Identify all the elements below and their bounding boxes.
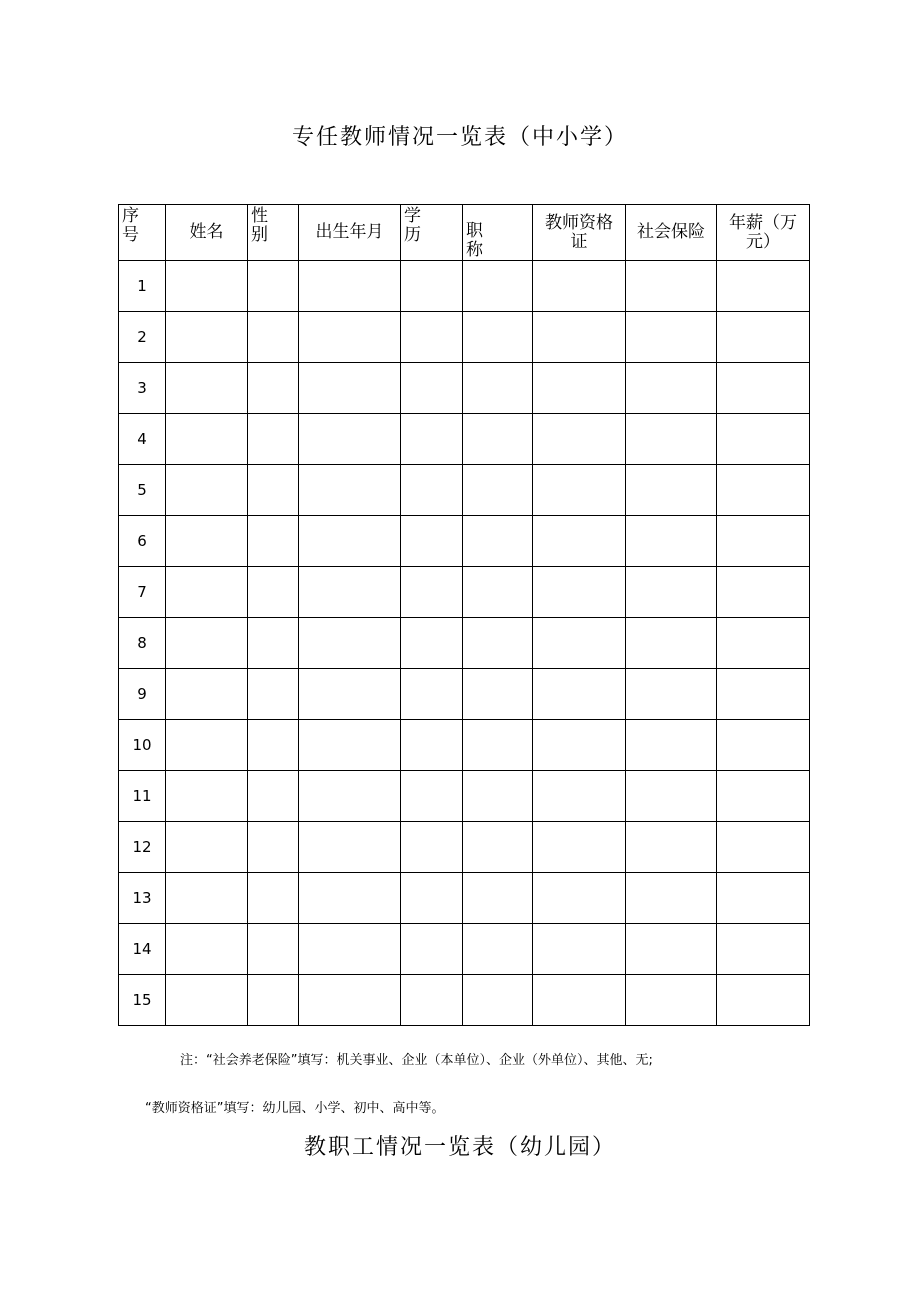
table-cell[interactable] bbox=[401, 567, 463, 618]
table-cell[interactable] bbox=[626, 465, 717, 516]
table-cell[interactable] bbox=[463, 363, 533, 414]
table-cell[interactable] bbox=[463, 669, 533, 720]
row-number: 7 bbox=[119, 567, 166, 618]
teacher-table bbox=[118, 204, 810, 1026]
table-cell[interactable] bbox=[626, 567, 717, 618]
section-title-kindergarten: 教职工情况一览表（幼儿园） bbox=[303, 1135, 616, 1160]
table-cell[interactable] bbox=[166, 822, 248, 873]
row-number: 8 bbox=[119, 618, 166, 669]
table-cell[interactable] bbox=[626, 669, 717, 720]
table-cell[interactable] bbox=[533, 771, 626, 822]
table-cell[interactable] bbox=[533, 414, 626, 465]
table-cell[interactable] bbox=[463, 975, 533, 1026]
table-cell[interactable] bbox=[299, 720, 401, 771]
header-gender: 性 别 bbox=[248, 205, 299, 261]
table-row bbox=[119, 771, 810, 822]
table-cell[interactable] bbox=[401, 720, 463, 771]
table-cell[interactable] bbox=[299, 669, 401, 720]
table-cell[interactable] bbox=[626, 363, 717, 414]
table-cell[interactable] bbox=[626, 873, 717, 924]
table-row bbox=[119, 414, 810, 465]
table-cell[interactable] bbox=[248, 873, 299, 924]
header-salary: 年薪（万 元） bbox=[717, 205, 810, 261]
row-number: 2 bbox=[119, 312, 166, 363]
table-cell[interactable] bbox=[248, 771, 299, 822]
row-number: 6 bbox=[119, 516, 166, 567]
table-cell[interactable] bbox=[299, 516, 401, 567]
table-cell[interactable] bbox=[533, 669, 626, 720]
table-cell[interactable] bbox=[463, 414, 533, 465]
table-cell[interactable] bbox=[533, 516, 626, 567]
table-cell[interactable] bbox=[299, 567, 401, 618]
table-cell[interactable] bbox=[401, 261, 463, 312]
table-cell[interactable] bbox=[533, 975, 626, 1026]
table-cell[interactable] bbox=[299, 873, 401, 924]
table-cell[interactable] bbox=[533, 312, 626, 363]
row-number: 1 bbox=[119, 261, 166, 312]
table-cell[interactable] bbox=[717, 363, 810, 414]
table-row bbox=[119, 720, 810, 771]
table-cell[interactable] bbox=[463, 771, 533, 822]
table-row bbox=[119, 822, 810, 873]
table-cell[interactable] bbox=[717, 771, 810, 822]
table-row bbox=[119, 924, 810, 975]
table-cell[interactable] bbox=[299, 975, 401, 1026]
table-cell[interactable] bbox=[166, 720, 248, 771]
table-cell[interactable] bbox=[248, 261, 299, 312]
table-cell[interactable] bbox=[717, 975, 810, 1026]
table-cell[interactable] bbox=[717, 822, 810, 873]
table-cell[interactable] bbox=[248, 720, 299, 771]
table-cell[interactable] bbox=[626, 261, 717, 312]
table-cell[interactable] bbox=[401, 516, 463, 567]
table-cell[interactable] bbox=[248, 465, 299, 516]
row-number: 9 bbox=[119, 669, 166, 720]
table-cell[interactable] bbox=[717, 567, 810, 618]
table-cell[interactable] bbox=[717, 312, 810, 363]
table-cell[interactable] bbox=[717, 720, 810, 771]
table-cell[interactable] bbox=[166, 363, 248, 414]
table-cell[interactable] bbox=[248, 363, 299, 414]
table-row bbox=[119, 567, 810, 618]
table-cell[interactable] bbox=[166, 669, 248, 720]
table-cell[interactable] bbox=[248, 567, 299, 618]
table-cell[interactable] bbox=[533, 618, 626, 669]
table-cell[interactable] bbox=[401, 363, 463, 414]
table-cell[interactable] bbox=[463, 261, 533, 312]
table-cell[interactable] bbox=[166, 924, 248, 975]
row-number: 13 bbox=[119, 873, 166, 924]
table-cell[interactable] bbox=[717, 261, 810, 312]
table-row bbox=[119, 618, 810, 669]
row-number: 3 bbox=[119, 363, 166, 414]
table-cell[interactable] bbox=[401, 975, 463, 1026]
table-cell[interactable] bbox=[401, 822, 463, 873]
table-cell[interactable] bbox=[463, 720, 533, 771]
table-cell[interactable] bbox=[626, 618, 717, 669]
table-cell[interactable] bbox=[248, 822, 299, 873]
header-birth: 出生年月 bbox=[299, 205, 401, 261]
table-cell[interactable] bbox=[166, 873, 248, 924]
table-cell[interactable] bbox=[717, 465, 810, 516]
table-cell[interactable] bbox=[248, 516, 299, 567]
row-number: 10 bbox=[119, 720, 166, 771]
table-cell[interactable] bbox=[401, 465, 463, 516]
table-cell[interactable] bbox=[166, 618, 248, 669]
row-number: 15 bbox=[119, 975, 166, 1026]
table-cell[interactable] bbox=[463, 822, 533, 873]
table-cell[interactable] bbox=[299, 261, 401, 312]
table-cell[interactable] bbox=[248, 618, 299, 669]
table-cell[interactable] bbox=[299, 312, 401, 363]
table-cell[interactable] bbox=[166, 771, 248, 822]
table-header-row bbox=[119, 205, 810, 261]
table-cell[interactable] bbox=[626, 822, 717, 873]
table-cell[interactable] bbox=[533, 924, 626, 975]
header-certificate: 教师资格 证 bbox=[533, 205, 626, 261]
table-cell[interactable] bbox=[299, 822, 401, 873]
table-cell[interactable] bbox=[463, 924, 533, 975]
table-row bbox=[119, 975, 810, 1026]
table-cell[interactable] bbox=[717, 618, 810, 669]
table-cell[interactable] bbox=[717, 924, 810, 975]
note-certificate: “教师资格证”填写：幼儿园、小学、初中、高中等。 bbox=[145, 1101, 445, 1116]
table-cell[interactable] bbox=[626, 414, 717, 465]
table-cell[interactable] bbox=[626, 720, 717, 771]
table-cell[interactable] bbox=[463, 618, 533, 669]
table-cell[interactable] bbox=[401, 924, 463, 975]
table-cell[interactable] bbox=[626, 516, 717, 567]
table-cell[interactable] bbox=[401, 873, 463, 924]
table-cell[interactable] bbox=[166, 516, 248, 567]
table-cell[interactable] bbox=[626, 312, 717, 363]
table-cell[interactable] bbox=[248, 924, 299, 975]
table-cell[interactable] bbox=[717, 873, 810, 924]
table-row bbox=[119, 669, 810, 720]
table-row bbox=[119, 465, 810, 516]
table-cell[interactable] bbox=[248, 669, 299, 720]
table-row bbox=[119, 261, 810, 312]
row-number: 11 bbox=[119, 771, 166, 822]
table-row bbox=[119, 312, 810, 363]
table-cell[interactable] bbox=[401, 669, 463, 720]
table-cell[interactable] bbox=[717, 669, 810, 720]
table-cell[interactable] bbox=[166, 414, 248, 465]
table-cell[interactable] bbox=[463, 873, 533, 924]
row-number: 4 bbox=[119, 414, 166, 465]
table-cell[interactable] bbox=[463, 312, 533, 363]
table-cell[interactable] bbox=[533, 363, 626, 414]
row-number: 14 bbox=[119, 924, 166, 975]
header-name: 姓名 bbox=[166, 205, 248, 261]
table-cell[interactable] bbox=[166, 261, 248, 312]
table-cell[interactable] bbox=[248, 414, 299, 465]
table-cell[interactable] bbox=[166, 567, 248, 618]
table-cell[interactable] bbox=[463, 516, 533, 567]
table-cell[interactable] bbox=[717, 516, 810, 567]
table-cell[interactable] bbox=[299, 924, 401, 975]
table-cell[interactable] bbox=[626, 975, 717, 1026]
table-cell[interactable] bbox=[248, 975, 299, 1026]
table-cell[interactable] bbox=[533, 822, 626, 873]
table-cell[interactable] bbox=[166, 312, 248, 363]
table-cell[interactable] bbox=[166, 975, 248, 1026]
header-insurance: 社会保险 bbox=[626, 205, 717, 261]
table-row bbox=[119, 873, 810, 924]
header-education: 学 历 bbox=[401, 205, 463, 261]
header-index: 序 号 bbox=[119, 205, 166, 261]
table-row bbox=[119, 516, 810, 567]
table-cell[interactable] bbox=[533, 465, 626, 516]
table-cell[interactable] bbox=[533, 720, 626, 771]
table-cell[interactable] bbox=[299, 414, 401, 465]
table-cell[interactable] bbox=[299, 465, 401, 516]
table-cell[interactable] bbox=[401, 414, 463, 465]
header-title: 职 称 bbox=[463, 205, 533, 261]
table-cell[interactable] bbox=[533, 261, 626, 312]
table-row bbox=[119, 363, 810, 414]
table-cell[interactable] bbox=[463, 567, 533, 618]
table-cell[interactable] bbox=[626, 924, 717, 975]
table-cell[interactable] bbox=[248, 312, 299, 363]
table-cell[interactable] bbox=[401, 618, 463, 669]
table-cell[interactable] bbox=[533, 567, 626, 618]
note-insurance: 注：“社会养老保险”填写：机关事业、企业（本单位）、企业（外单位）、其他、无; bbox=[180, 1053, 653, 1068]
page-title: 专任教师情况一览表（中小学） bbox=[291, 125, 628, 150]
table-cell[interactable] bbox=[299, 618, 401, 669]
table-cell[interactable] bbox=[626, 771, 717, 822]
table-cell[interactable] bbox=[401, 312, 463, 363]
table-cell[interactable] bbox=[166, 465, 248, 516]
table-cell[interactable] bbox=[401, 771, 463, 822]
table-cell[interactable] bbox=[299, 771, 401, 822]
table-cell[interactable] bbox=[717, 414, 810, 465]
row-number: 5 bbox=[119, 465, 166, 516]
row-number: 12 bbox=[119, 822, 166, 873]
table-cell[interactable] bbox=[463, 465, 533, 516]
table-cell[interactable] bbox=[299, 363, 401, 414]
table-cell[interactable] bbox=[533, 873, 626, 924]
